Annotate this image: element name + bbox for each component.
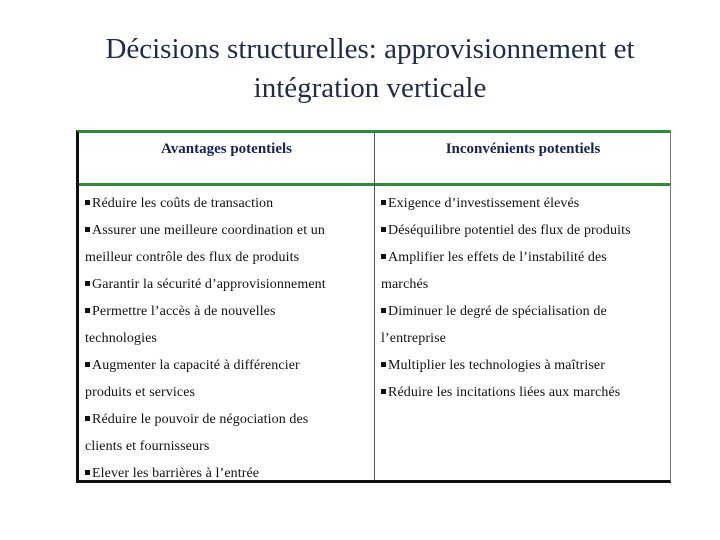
disadvantage-text: l’entreprise: [381, 331, 446, 346]
disadvantage-item: [381, 190, 669, 217]
column-divider: [374, 133, 375, 480]
advantage-text: Réduire le pouvoir de négociation des: [92, 412, 309, 427]
advantage-item: [85, 298, 371, 325]
disadvantage-text: Amplifier les effets de l’instabilité des: [388, 250, 607, 265]
slide-title-line-1: Décisions structurelles: approvisionnement et: [105, 33, 635, 65]
advantage-item-continuation: [85, 433, 371, 460]
bullet-icon: [85, 227, 90, 232]
advantage-item: [85, 217, 371, 244]
advantage-item: [85, 406, 371, 433]
disadvantage-text: Multiplier les technologies à maîtriser: [388, 358, 605, 373]
bullet-icon: [381, 308, 386, 313]
bullet-icon: [85, 281, 90, 286]
advantage-text: Garantir la sécurité d’approvisionnement: [92, 277, 326, 292]
advantage-item: [85, 460, 371, 487]
disadvantage-item: [381, 244, 669, 271]
disadvantage-item: [381, 352, 669, 379]
disadvantage-text: Réduire les incitations liées aux marchés: [388, 385, 621, 400]
advantage-text: meilleur contrôle des flux de produits: [85, 250, 300, 265]
slide-title: [40, 30, 700, 108]
bullet-icon: [85, 200, 90, 205]
bullet-icon: [381, 389, 386, 394]
disadvantage-text: Diminuer le degré de spécialisation de: [388, 304, 607, 319]
advantage-text: technologies: [85, 331, 157, 346]
bullet-icon: [85, 362, 90, 367]
bullet-icon: [85, 308, 90, 313]
advantage-text: produits et services: [85, 385, 196, 400]
disadvantage-item: [381, 379, 669, 406]
advantages-header: Avantages potentiels: [161, 141, 292, 157]
advantage-item-continuation: [85, 379, 371, 406]
disadvantage-item-continuation: [381, 325, 669, 352]
bullet-icon: [381, 200, 386, 205]
advantage-text: Elever les barrières à l’entrée: [92, 466, 260, 481]
advantage-item-continuation: [85, 325, 371, 352]
bullet-icon: [381, 362, 386, 367]
disadvantage-text: Déséquilibre potentiel des flux de produits: [388, 223, 631, 238]
disadvantage-text: marchés: [381, 277, 429, 292]
advantage-text: clients et fournisseurs: [85, 439, 210, 454]
comparison-table: [76, 130, 671, 483]
advantage-item: [85, 271, 371, 298]
advantage-item: [85, 352, 371, 379]
bullet-icon: [85, 416, 90, 421]
advantage-text: Assurer une meilleure coordination et un: [92, 223, 325, 238]
bullet-icon: [85, 470, 90, 475]
advantage-item: [85, 190, 371, 217]
bullet-icon: [381, 254, 386, 259]
disadvantage-item: [381, 298, 669, 325]
advantage-text: Réduire les coûts de transaction: [92, 196, 274, 211]
disadvantage-text: Exigence d’investissement élevés: [388, 196, 580, 211]
advantage-text: Augmenter la capacité à différencier: [92, 358, 300, 373]
disadvantage-item-continuation: [381, 271, 669, 298]
disadvantages-header: Inconvénients potentiels: [445, 141, 601, 157]
advantage-item-continuation: [85, 244, 371, 271]
slide-title-line-2: intégration verticale: [253, 72, 487, 104]
disadvantages-list: [381, 190, 669, 406]
disadvantage-item: [381, 217, 669, 244]
advantages-list: [85, 190, 371, 487]
advantage-text: Permettre l’accès à de nouvelles: [92, 304, 276, 319]
bullet-icon: [381, 227, 386, 232]
